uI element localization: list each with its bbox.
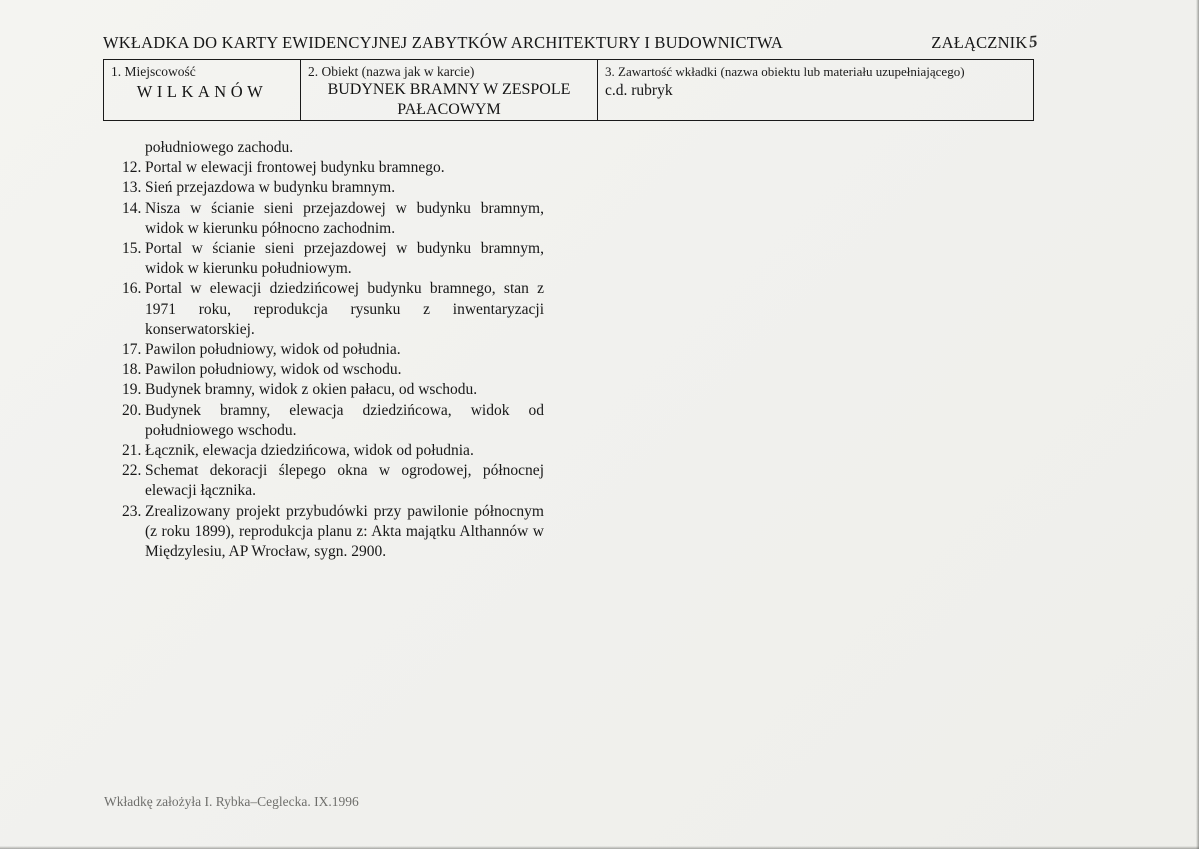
list-item-text: Nisza w ścianie sieni przejazdowej w budynku bramnym, widok w kierunku północno zachodnim.: [145, 199, 544, 237]
page-title: WKŁADKA DO KARTY EWIDENCYJNEJ ZABYTKÓW ARCHITEKTURY I BUDOWNICTWA: [103, 33, 784, 52]
list-item-number: 22.: [122, 462, 142, 480]
list-item-text: Zrealizowany projekt przybudówki przy pawilonie północnym (z roku 1899), reprodukcja planu z: Akta majątku Althannów w Międzylesiu, AP Wrocław, sygn. 2900.: [145, 502, 544, 561]
list-item: [122, 401, 544, 441]
annex-marker: [931, 33, 1037, 53]
list-item: [122, 502, 544, 563]
list-item-number: 12.: [122, 159, 142, 177]
contents-value: c.d. rubryk: [605, 82, 673, 99]
continuation-line: południowego zachodu.: [145, 139, 294, 156]
table-cell-contents: [597, 60, 1033, 120]
list-item-text: Budynek bramny, elewacja dziedzińcowa, widok od południowego wschodu.: [145, 401, 544, 439]
list-item-text: Portal w elewacji dziedzińcowej budynku bramnego, stan z 1971 roku, reprodukcja rysunku z inwentaryzacji konserwatorskiej.: [145, 280, 544, 338]
list-item: [122, 279, 544, 340]
list-item-text: Schemat dekoracji ślepego okna w ogrodowej, północnej elewacji łącznika.: [145, 462, 544, 500]
list-item-number: 14.: [122, 199, 142, 217]
list-item-text: Portal w elewacji frontowej budynku bramnego.: [145, 159, 445, 177]
list-item-text: Sień przejazdowa w budynku bramnym.: [145, 179, 396, 197]
object-value-line2: PAŁACOWYM: [397, 100, 501, 118]
list-item-number: 15.: [122, 240, 142, 258]
list-item-number: 21.: [122, 442, 142, 460]
list-item: [122, 158, 544, 178]
list-item: [122, 340, 544, 360]
list-item-text: Budynek bramny, widok z okien pałacu, od wschodu.: [145, 381, 478, 399]
footer-attribution: Wkładkę założyła I. Rybka–Ceglecka. IX.1996: [104, 794, 359, 809]
list-item-number: 16.: [122, 280, 142, 298]
list-item-number: 23.: [122, 502, 142, 520]
locality-value: WILKANÓW: [136, 82, 268, 101]
table-cell-locality: [104, 60, 300, 120]
list-item: [122, 178, 544, 198]
list-item-text: Pawilon południowy, widok od wschodu.: [145, 361, 402, 379]
list-item: [122, 199, 544, 239]
list-item: [122, 380, 544, 400]
list-item-text: Pawilon południowy, widok od południa.: [145, 341, 401, 359]
annex-number-handwritten: 5: [1027, 31, 1038, 52]
list-item: [122, 441, 544, 461]
list-item-number: 18.: [122, 361, 142, 379]
list-item-text: Portal w ścianie sieni przejazdowej w budynku bramnym, widok w kierunku południowym.: [145, 240, 544, 278]
list-item-text: Łącznik, elewacja dziedzińcowa, widok od południa.: [145, 442, 474, 460]
contents-label: 3. Zawartość wkładki (nazwa obiektu lub materiału uzupełniającego): [605, 64, 965, 79]
content-list: [122, 138, 544, 562]
numbered-item-host: [122, 158, 544, 562]
object-label: 2. Obiekt (nazwa jak w karcie): [308, 64, 475, 79]
list-item: [122, 461, 544, 501]
document-header: [103, 33, 1037, 53]
list-item: [122, 360, 544, 380]
annex-label: ZAŁĄCZNIK: [931, 33, 1028, 52]
object-value-line1: BUDYNEK BRAMNY W ZESPOLE: [327, 81, 571, 98]
list-item-number: 13.: [122, 179, 142, 197]
list-item: [122, 239, 544, 279]
identification-table: [103, 59, 1034, 121]
list-item-number: 20.: [122, 401, 142, 419]
list-item-number: 17.: [122, 341, 142, 359]
list-item-number: 19.: [122, 381, 142, 399]
table-cell-object: [300, 60, 597, 120]
locality-label: 1. Miejscowość: [111, 64, 196, 79]
